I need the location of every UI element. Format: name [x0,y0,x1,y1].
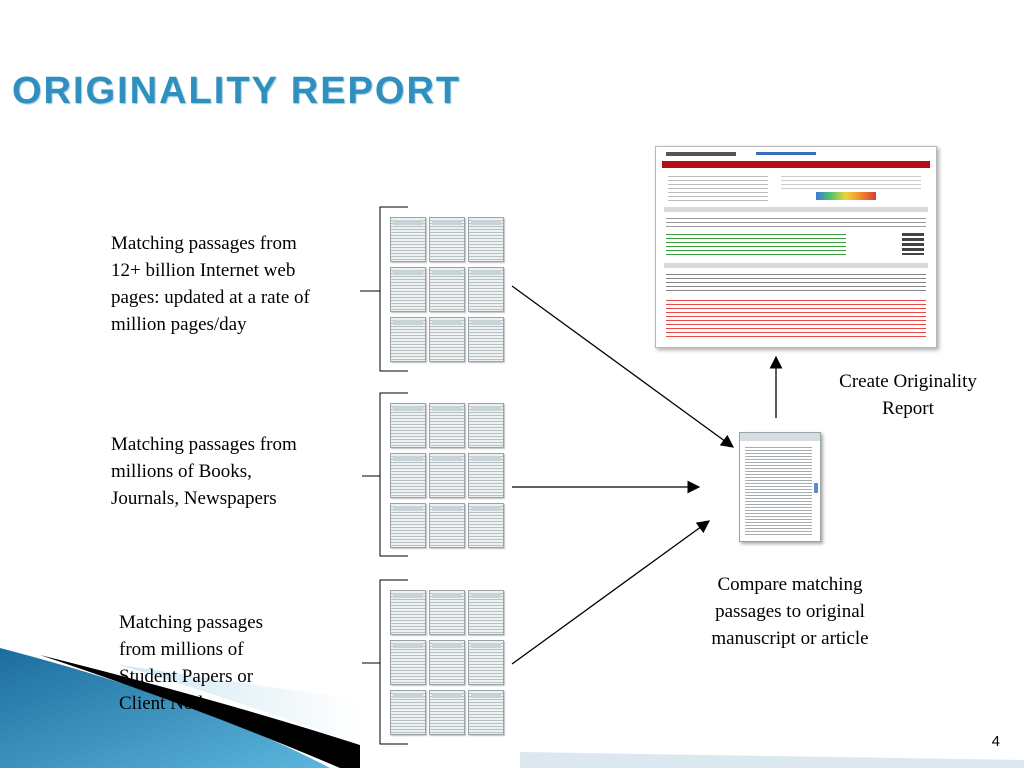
create-report-label [808,368,1008,422]
slide-number: 4 [991,733,1000,750]
document-thumbnail [429,690,465,735]
document-thumbnail [390,403,426,448]
text-line: Matching passages from [111,434,297,455]
document-thumbnail [390,267,426,312]
originality-report-image [655,146,937,348]
text-line: Journals, Newspapers [111,488,277,509]
document-thumbnail [468,453,504,498]
text-line: from millions of [119,639,244,660]
document-thumbnail [429,267,465,312]
doc-stack-internet [390,217,504,362]
text-line: Create Originality [839,371,977,392]
document-thumbnail [429,317,465,362]
text-line: 12+ billion Internet web [111,260,296,281]
document-thumbnail [429,590,465,635]
doc-stack-students [390,590,504,735]
document-thumbnail [390,690,426,735]
document-thumbnail [390,590,426,635]
document-thumbnail [390,503,426,548]
text-line: passages to original [715,601,865,622]
document-thumbnail [468,403,504,448]
text-line: Matching passages [119,612,264,633]
document-thumbnail [390,217,426,262]
document-thumbnail [468,217,504,262]
document-thumbnail [429,640,465,685]
text-line: pages: updated at a rate of [111,287,310,308]
document-thumbnail [429,453,465,498]
document-thumbnail [468,267,504,312]
document-thumbnail [429,217,465,262]
document-thumbnail [468,503,504,548]
slide-title: ORIGINALITY REPORT [12,70,462,112]
text-line: Student Papers or [119,666,254,687]
document-thumbnail [429,403,465,448]
text-line: manuscript or article [711,628,869,649]
text-line: Client Node [119,693,212,714]
document-thumbnail [468,690,504,735]
compare-label [680,571,900,652]
document-thumbnail [468,590,504,635]
text-line: millions of Books, [111,461,252,482]
source-label-books [111,431,297,512]
document-thumbnail [468,317,504,362]
text-line: Report [882,398,934,419]
text-line: Matching passages from [111,233,297,254]
document-thumbnail [429,503,465,548]
document-thumbnail [390,453,426,498]
document-thumbnail [390,317,426,362]
document-thumbnail [390,640,426,685]
text-line: Compare matching [717,574,863,595]
document-thumbnail [468,640,504,685]
source-label-students [119,609,263,717]
doc-stack-books [390,403,504,548]
text-line: million pages/day [111,314,247,335]
manuscript-image [739,432,821,542]
source-label-internet [111,230,310,338]
